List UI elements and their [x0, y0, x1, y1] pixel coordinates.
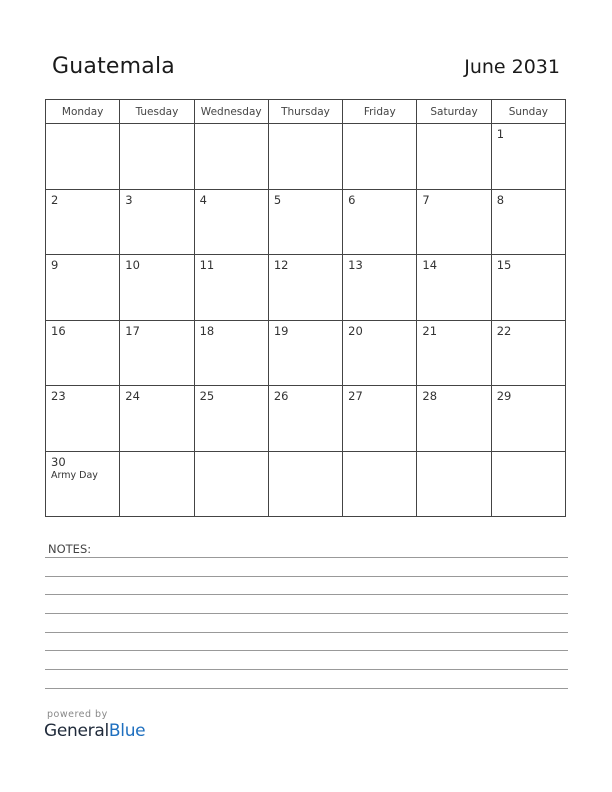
weekday-sunday: Sunday: [491, 100, 565, 124]
week-row: [46, 451, 566, 517]
day-cell: [491, 124, 565, 190]
day-cell: [120, 320, 194, 386]
day-number: 27: [348, 389, 363, 403]
day-cell: [343, 124, 417, 190]
holiday-label: Army Day: [51, 469, 98, 481]
notes-line: [45, 594, 568, 595]
day-number: 15: [496, 258, 512, 272]
powered-by-text: powered by: [47, 709, 108, 720]
notes-line: [45, 632, 568, 633]
day-number: [46, 124, 119, 127]
day-number: 21: [422, 323, 438, 338]
day-number: [269, 452, 342, 455]
notes-line: [45, 669, 568, 670]
day-cell: [268, 124, 342, 190]
week-row: [46, 189, 566, 255]
day-number: 14: [422, 258, 438, 272]
day-number: 29: [496, 389, 512, 403]
notes-line: [45, 688, 568, 689]
day-number: 9: [51, 258, 59, 272]
day-cell: [268, 189, 342, 255]
day-number: 7: [422, 192, 430, 207]
day-number: 28: [422, 389, 438, 403]
day-number: 2: [51, 192, 59, 207]
day-cell: [268, 386, 342, 452]
day-number: 26: [273, 389, 289, 403]
day-cell: [194, 451, 268, 517]
day-number: [417, 452, 490, 455]
day-number: 19: [273, 323, 289, 338]
day-cell: [120, 255, 194, 321]
day-cell: [46, 386, 120, 452]
day-number: 1: [496, 127, 505, 141]
weekday-thursday: Thursday: [268, 100, 342, 124]
day-cell: [268, 451, 342, 517]
day-cell: [46, 320, 120, 386]
day-number: 18: [199, 323, 215, 338]
day-cell: [120, 189, 194, 255]
day-cell: [194, 320, 268, 386]
day-number: 25: [199, 389, 215, 403]
day-number: 10: [125, 258, 140, 272]
day-cell: [417, 386, 491, 452]
weekday-friday: Friday: [343, 100, 417, 124]
day-cell: [417, 451, 491, 517]
day-cell: [343, 255, 417, 321]
day-number: [195, 452, 268, 455]
day-cell: [194, 255, 268, 321]
day-cell: [268, 255, 342, 321]
weekday-wednesday: Wednesday: [194, 100, 268, 124]
notes-line: [45, 613, 568, 614]
day-number: 8: [496, 192, 505, 207]
notes-line: [45, 557, 568, 558]
week-row: [46, 124, 566, 190]
week-row: [46, 320, 566, 386]
day-number: [195, 124, 268, 127]
day-number: [343, 452, 416, 455]
weekday-tuesday: Tuesday: [120, 100, 194, 124]
weekday-header-row: [46, 100, 566, 124]
week-row: [46, 386, 566, 452]
day-cell: [491, 189, 565, 255]
day-number: [269, 124, 342, 127]
day-cell: [343, 320, 417, 386]
day-cell: [417, 320, 491, 386]
day-cell: [491, 255, 565, 321]
day-cell: [343, 189, 417, 255]
day-cell: [120, 124, 194, 190]
day-cell: [417, 189, 491, 255]
day-cell: [120, 386, 194, 452]
brand-name-part1: General: [44, 721, 109, 741]
weekday-saturday: Saturday: [417, 100, 491, 124]
day-number: 30: [51, 454, 66, 469]
day-number: 16: [51, 323, 66, 338]
day-number: 12: [273, 258, 289, 272]
day-number: 24: [125, 389, 140, 403]
day-cell: [343, 451, 417, 517]
day-cell: [417, 124, 491, 190]
notes-line: [45, 576, 568, 577]
day-number: 22: [496, 323, 512, 338]
day-cell: [268, 320, 342, 386]
day-number: 17: [125, 323, 140, 338]
day-number: 13: [348, 258, 363, 272]
day-cell: [343, 386, 417, 452]
brand-logo[interactable]: [44, 721, 145, 741]
day-cell: [194, 189, 268, 255]
month-year-title: June 2031: [464, 56, 560, 78]
notes-label: NOTES:: [48, 542, 92, 556]
day-cell: [46, 189, 120, 255]
day-number: 5: [273, 192, 282, 207]
weekday-monday: Monday: [46, 100, 120, 124]
day-cell: [491, 451, 565, 517]
day-cell: [46, 255, 120, 321]
day-number: [120, 452, 193, 455]
day-number: 11: [199, 258, 215, 272]
day-number: [343, 124, 416, 127]
day-cell: [194, 386, 268, 452]
day-number: 20: [348, 323, 363, 338]
day-cell: [46, 451, 120, 517]
week-row: [46, 255, 566, 321]
day-number: 6: [348, 192, 356, 207]
day-cell: [491, 320, 565, 386]
day-number: 23: [51, 389, 66, 403]
day-number: 4: [199, 192, 207, 207]
brand-name-part2: Blue: [108, 721, 146, 741]
country-title: Guatemala: [52, 54, 175, 79]
calendar-grid: [45, 99, 566, 517]
day-number: 3: [125, 192, 133, 207]
day-number: [492, 452, 565, 455]
day-number: [120, 124, 193, 127]
day-cell: [120, 451, 194, 517]
day-cell: [417, 255, 491, 321]
day-number: [417, 124, 490, 127]
day-cell: [491, 386, 565, 452]
notes-line: [45, 650, 568, 651]
day-cell: [46, 124, 120, 190]
day-cell: [194, 124, 268, 190]
